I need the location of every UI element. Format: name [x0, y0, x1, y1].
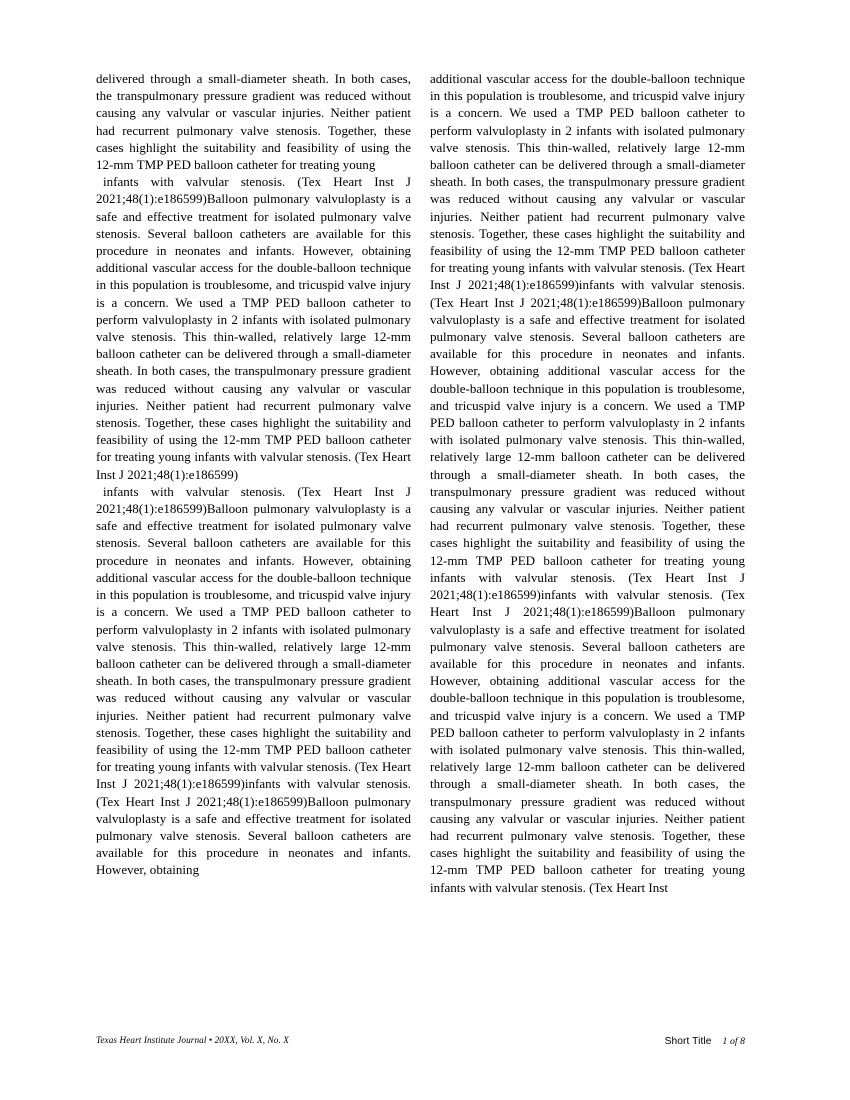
left-column [96, 70, 411, 879]
paragraph: infants with valvular stenosis. (Tex Heart Inst J 2021;48(1):e186599)Balloon pulmonary valvuloplasty is a safe and effective treatment for isolated pulmonary valve stenosis. Several balloon catheters are available for this procedure in neonates and infants. However, obtaining additional vascular access for the double-balloon technique in this population is troublesome, and tricuspid valve injury is a concern. We used a TMP PED balloon catheter to perform valvuloplasty in 2 infants with isolated pulmonary valve stenosis. This thin-walled, relatively large 12-mm balloon catheter can be delivered through a small-diameter sheath. In both cases, the transpulmonary pressure gradient was reduced without causing any valvular or vascular injuries. Neither patient had recurrent pulmonary valve stenosis. Together, these cases highlight the suitability and feasibility of using the 12-mm TMP PED balloon catheter for treating young infants with valvular stenosis. (Tex Heart Inst J 2021;48(1):e186599) [96, 174, 411, 482]
footer-page-number: 1 of 8 [722, 1036, 745, 1047]
footer-journal-line: Texas Heart Institute Journal • 20XX, Vol. X, No. X [96, 1035, 289, 1045]
article-body [96, 70, 745, 1000]
paragraph: infants with valvular stenosis. (Tex Heart Inst J 2021;48(1):e186599)Balloon pulmonary valvuloplasty is a safe and effective treatment for isolated pulmonary valve stenosis. Several balloon catheters are available for this procedure in neonates and infants. However, obtaining additional vascular access for the double-balloon technique in this population is troublesome, and tricuspid valve injury is a concern. We used a TMP PED balloon catheter to perform valvuloplasty in 2 infants with isolated pulmonary valve stenosis. This thin-walled, relatively large 12-mm balloon catheter can be delivered through a small-diameter sheath. In both cases, the transpulmonary pressure gradient was reduced without causing any valvular or vascular injuries. Neither patient had recurrent pulmonary valve stenosis. Together, these cases highlight the suitability and feasibility of using the 12-mm TMP PED balloon catheter for treating young infants with valvular stenosis. (Tex Heart Inst J 2021;48(1):e186599)infants with valvular stenosis. (Tex Heart Inst J 2021;48(1):e186599)Balloon pulmonary valvuloplasty is a safe and effective treatment for isolated pulmonary valve stenosis. Several balloon catheters are available for this procedure in neonates and infants. However, obtaining [96, 483, 411, 878]
paragraph: delivered through a small-diameter sheath. In both cases, the transpulmonary pressure gradient was reduced without causing any valvular or vascular injuries. Neither patient had recurrent pulmonary valve stenosis. Together, these cases highlight the suitability and feasibility of using the 12-mm TMP PED balloon catheter for treating young [96, 71, 411, 173]
paragraph: additional vascular access for the double-balloon technique in this population is troublesome, and tricuspid valve injury is a concern. We used a TMP PED balloon catheter to perform valvuloplasty in 2 infants with isolated pulmonary valve stenosis. This thin-walled, relatively large 12-mm balloon catheter can be delivered through a small-diameter sheath. In both cases, the transpulmonary pressure gradient was reduced without causing any valvular or vascular injuries. Neither patient had recurrent pulmonary valve stenosis. Together, these cases highlight the suitability and feasibility of using the 12-mm TMP PED balloon catheter for treating young infants with valvular stenosis. (Tex Heart Inst J 2021;48(1):e186599)infants with valvular stenosis. (Tex Heart Inst J 2021;48(1):e186599)Balloon pulmonary valvuloplasty is a safe and effective treatment for isolated pulmonary valve stenosis. Several balloon catheters are available for this procedure in neonates and infants. However, obtaining additional vascular access for the double-balloon technique in this population is troublesome, and tricuspid valve injury is a concern. We used a TMP PED balloon catheter to perform valvuloplasty in 2 infants with isolated pulmonary valve stenosis. This thin-walled, relatively large 12-mm balloon catheter can be delivered through a small-diameter sheath. In both cases, the transpulmonary pressure gradient was reduced without causing any valvular or vascular injuries. Neither patient had recurrent pulmonary valve stenosis. Together, these cases highlight the suitability and feasibility of using the 12-mm TMP PED balloon catheter for treating young infants with valvular stenosis. (Tex Heart Inst J 2021;48(1):e186599)infants with valvular stenosis. (Tex Heart Inst J 2021;48(1):e186599)Balloon pulmonary valvuloplasty is a safe and effective treatment for isolated pulmonary valve stenosis. Several balloon catheters are available for this procedure in neonates and infants. However, obtaining additional vascular access for the double-balloon technique in this population is troublesome, and tricuspid valve injury is a concern. We used a TMP PED balloon catheter to perform valvuloplasty in 2 infants with isolated pulmonary valve stenosis. This thin-walled, relatively large 12-mm balloon catheter can be delivered through a small-diameter sheath. In both cases, the transpulmonary pressure gradient was reduced without causing any valvular or vascular injuries. Neither patient had recurrent pulmonary valve stenosis. Together, these cases highlight the suitability and feasibility of using the 12-mm TMP PED balloon catheter for treating young infants with valvular stenosis. (Tex Heart Inst [430, 71, 745, 895]
page-footer [96, 1034, 745, 1056]
footer-short-title: Short Title [664, 1036, 712, 1047]
footer-right-group [665, 1034, 745, 1048]
right-column [430, 70, 745, 896]
